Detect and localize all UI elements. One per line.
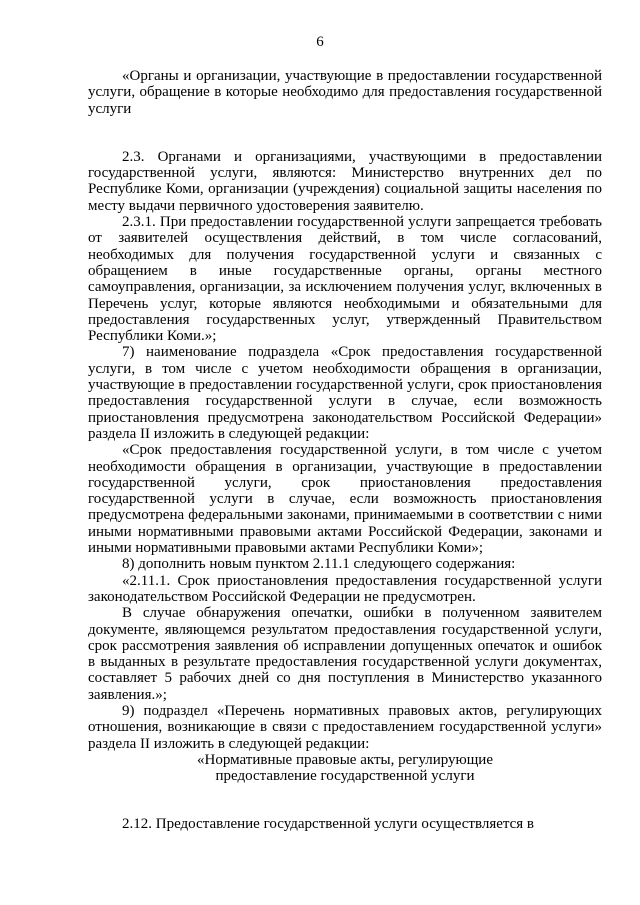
page-number: 6: [316, 34, 324, 50]
heading-line-1: «Нормативные правовые акты, регулирующие: [197, 751, 493, 768]
paragraph-typo-correction: В случае обнаружения опечатки, ошибки в полученном заявителем документе, являющемся результатом предоставления государственной услуги, срок рассмотрения заявления об исправлении допущенных опечаток и ошибок в выданных в результате предоставления государственной услуги документах, составляет 5 рабочих дней со дня поступления в Министерство указанного заявления.»;: [88, 605, 602, 703]
new-subsection-title: «Срок предоставления государственной услуги, в том числе с учетом необходимости обращения в организации, участвующие в предоставлении государственной услуги, срок приостановления предоставления государственной услуги в случае, если возможность приостановления предусмотрена федеральными законами, принимаемыми в соответствии с ними иными нормативными правовыми актами Российской Федерации, законами и иными нормативными правовыми актами Республики Коми»;: [88, 442, 602, 557]
amendment-item-9: 9) подраздел «Перечень нормативных правовых актов, регулирующих отношения, возникающие в связи с предоставлением государственной услуги» раздела II изложить в следующей редакции:: [88, 702, 602, 752]
paragraph-2-12: 2.12. Предоставление государственной услуги осуществляется в: [122, 816, 535, 833]
document-body: [88, 68, 602, 833]
subsection-heading-organizations: «Органы и организации, участвующие в предоставлении государственной услуги, обращение в которые необходимо для предоставления государственной услуги: [88, 68, 602, 117]
paragraph-2-11-1: «2.11.1. Срок приостановления предоставления государственной услуги законодательством Российской Федерации не предусмотрен.: [88, 572, 602, 605]
amendment-item-8: 8) дополнить новым пунктом 2.11.1 следующего содержания:: [122, 556, 516, 573]
paragraph-2-3: 2.3. Органами и организациями, участвующими в предоставлении государственной услуги, являются: Министерство внутренних дел по Республике Коми, организации (учреждения) социальной защиты населения по месту выдачи первичного удостоверения заявителю.: [88, 148, 602, 214]
heading-line-2: предоставление государственной услуги: [215, 768, 475, 785]
amendment-item-7: 7) наименование подраздела «Срок предоставления государственной услуги, в том числе с учетом необходимости обращения в организации, участвующие в предоставлении государственной услуги, срок приостановления предоставления государственной услуги в случае, если возможность приостановления предусмотрена законодательством Российской Федерации» раздела II изложить в следующей редакции:: [88, 344, 602, 442]
paragraph-2-3-1: 2.3.1. При предоставлении государственной услуги запрещается требовать от заявителей осуществления действий, в том числе согласований, необходимых для получения государственной услуги и связанных с обращением в иные государственные органы, органы местного самоуправления, организации, за исключением получения услуг, включенных в Перечень услуг, которые являются необходимыми и обязательными для предоставления государственных услуг, утвержденный Правительством Республики Коми.»;: [88, 214, 602, 345]
